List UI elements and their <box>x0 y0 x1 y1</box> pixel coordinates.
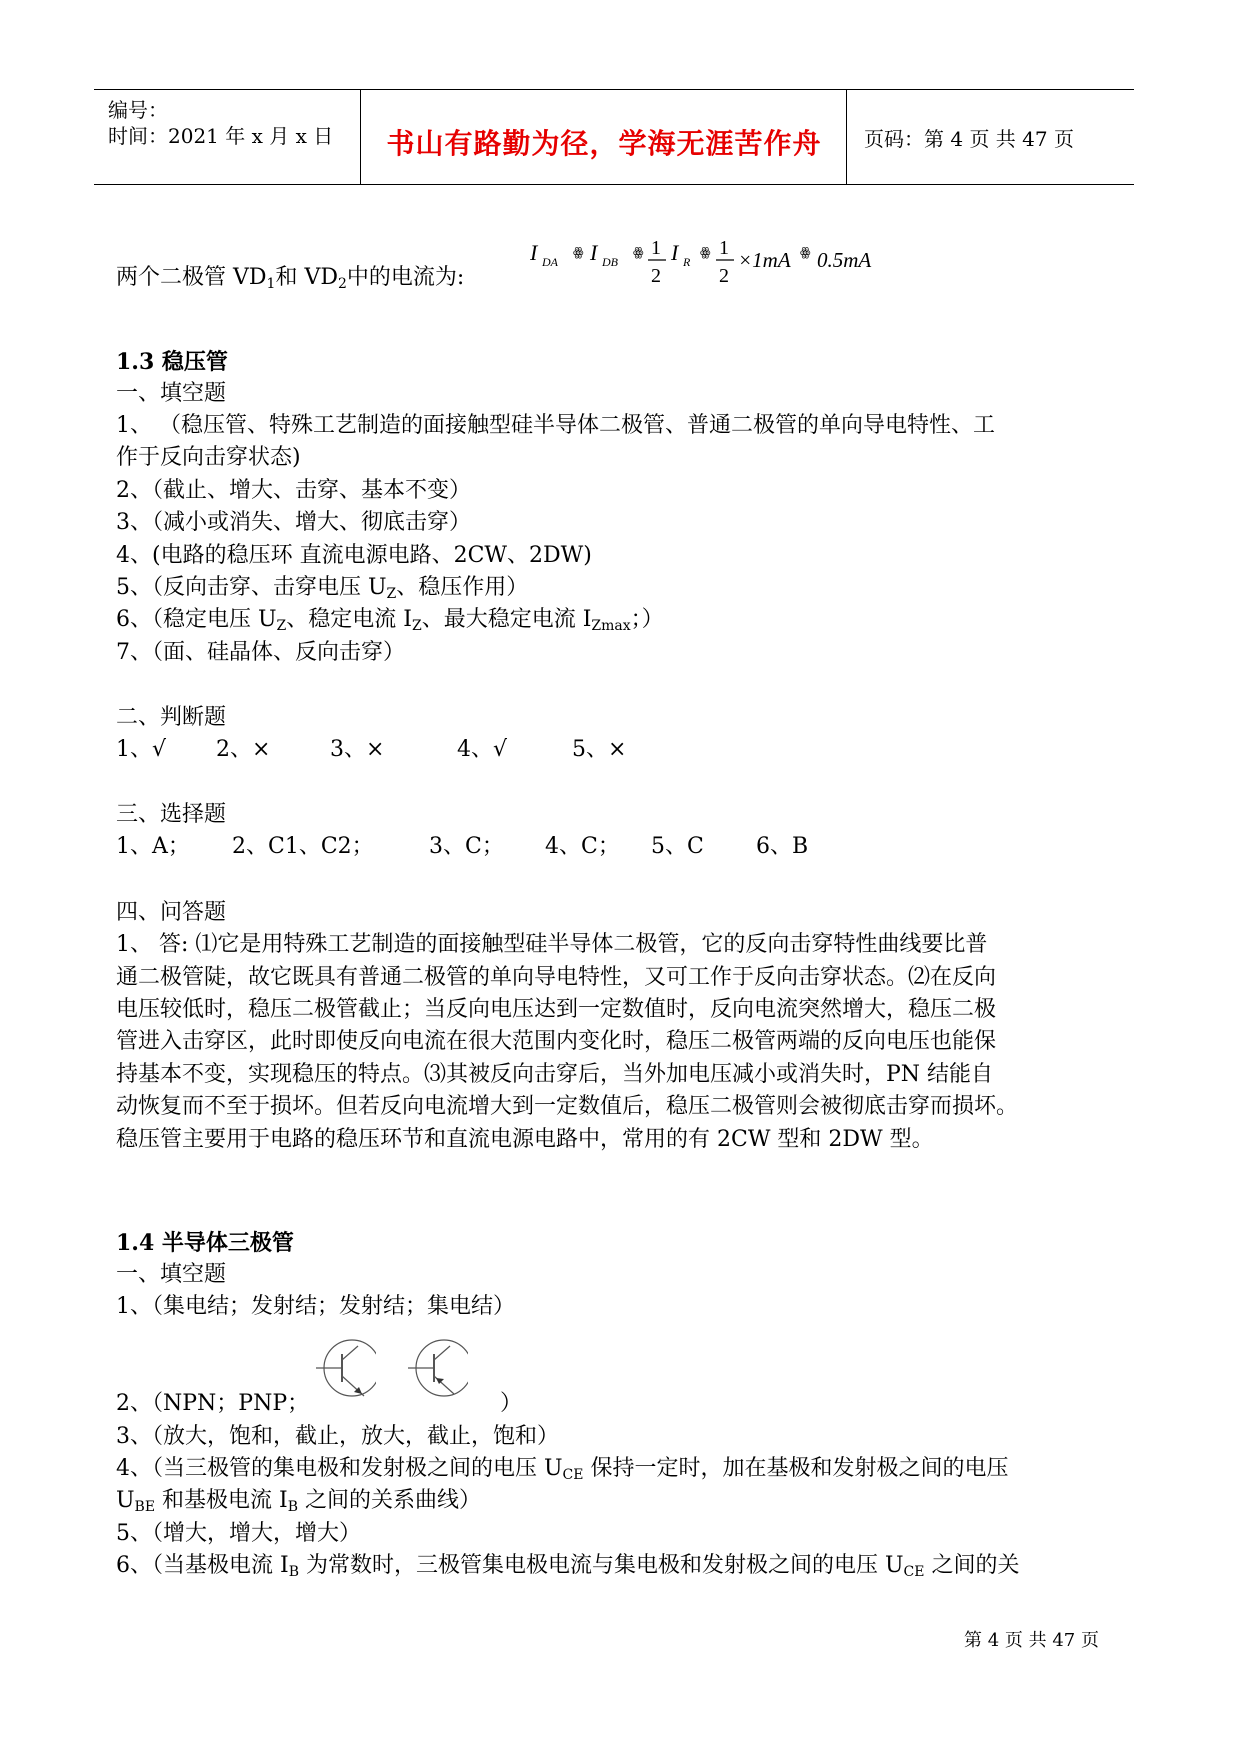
header-divider <box>360 90 361 184</box>
fill-item: 4、（当三极管的集电极和发射极之间的电压 $U_{CE}$ 保持一定时，加在基极和发射极之间的电压 <box>116 1456 1009 1483</box>
formula-den: 2 <box>719 265 729 287</box>
qa-line: 动恢复而不至于损坏。但若反向电流增大到一定数值后，稳压二极管则会被彻底击穿而损坏。 <box>116 1094 1019 1119</box>
choice-answer: 5、C <box>651 834 704 859</box>
fill-item: 作于反向击穿状态) <box>116 445 301 470</box>
qa-line: 1、 答: ⑴它是用特殊工艺制造的面接触型硅半导体二极管，它的反向击穿特性曲线要比普 <box>116 932 988 957</box>
fill-item: 7、（面、硅晶体、反向击穿） <box>116 640 405 665</box>
fill-item: 3、（减小或消失、增大、彻底击穿） <box>116 510 471 535</box>
qa-line: 稳压管主要用于电路的稳压环节和直流电源电路中，常用的有 2CW 型和 2DW 型。 <box>116 1127 934 1152</box>
section-title: 1.4 半导体三极管 <box>116 1230 294 1256</box>
formula-result: 0.5mA <box>817 248 872 272</box>
choice-answer: 3、C； <box>429 834 504 859</box>
qa-line: 通二极管陡，故它既具有普通二极管的单向导电特性，又可工作于反向击穿状态。⑵在反向 <box>116 965 997 990</box>
serial-label: 编号： <box>108 98 168 122</box>
judge-answer: 4、√ <box>457 737 508 762</box>
judge-answer: 5、× <box>572 737 627 762</box>
formula-sub-db: DB <box>602 255 618 269</box>
fill-item: 5、（增大，增大，增大） <box>116 1521 361 1546</box>
choice-answer: 4、C； <box>545 834 620 859</box>
fill-item: 3、（放大，饱和，截止，放大，截止，饱和） <box>116 1424 559 1449</box>
qa-line: 电压较低时，稳压二极管截止；当反向电压达到一定数值时，反向电流突然增大，稳压二极 <box>116 997 997 1022</box>
fill-item: $U_{BE}$ 和基极电流 $I_B$ 之间的关系曲线） <box>116 1488 482 1515</box>
fill-item: 5、（反向击穿、击穿电压 $U_Z$、稳压作用） <box>116 575 529 602</box>
section-heading: 二、判断题 <box>116 705 227 730</box>
date-label: 时间：2021 年 x 月 x 日 <box>108 124 334 148</box>
section-title: 1.3 稳压管 <box>116 349 228 375</box>
formula-sub-da: DA <box>542 255 558 269</box>
fill-item: 4、(电路的稳压环 直流电源电路、2CW、2DW) <box>116 543 592 568</box>
header-page-label: 页码：第 4 页 共 47 页 <box>864 127 1074 151</box>
formula-symbol: ꙮ <box>633 245 644 259</box>
formula-i-r: I <box>671 240 679 265</box>
current-formula <box>530 238 910 288</box>
fill-item: 6、（当基极电流 $I_B$ 为常数时，三极管集电极电流与集电极和发射极之间的电压 $U_{CE}$ 之间的关 <box>116 1553 1020 1580</box>
qa-line: 管进入击穿区，此时即使反向电流在很大范围内变化时，稳压二极管两端的反向电压也能保 <box>116 1029 997 1054</box>
formula-intro: 两个二极管 $VD_1$和 $VD_2$中的电流为: <box>116 265 465 292</box>
formula-symbol: ꙮ <box>700 245 711 259</box>
judge-answer: 3、× <box>330 737 385 762</box>
choice-answer: 1、A； <box>116 834 190 859</box>
formula-num: 1 <box>719 238 729 259</box>
qa-line: 持基本不变，实现稳压的特点。⑶其被反向击穿后，当外加电压减小或消失时，PN 结能自 <box>116 1062 994 1087</box>
formula-i-da: I <box>530 240 538 265</box>
choice-answer: 6、B <box>756 834 809 859</box>
fill-item: 1、（集电结；发射结；发射结；集电结） <box>116 1294 515 1319</box>
fill-item: 2、（截止、增大、击穿、基本不变） <box>116 478 471 503</box>
formula-times: ×1mA <box>738 248 791 272</box>
formula-symbol: ꙮ <box>573 245 584 259</box>
header-divider <box>846 90 847 184</box>
section-heading: 一、填空题 <box>116 381 227 406</box>
page-footer: 第 4 页 共 47 页 <box>964 1630 1099 1651</box>
fill-item: 1、 （稳压管、特殊工艺制造的面接触型硅半导体二极管、普通二极管的单向导电特性、工 <box>116 413 995 438</box>
page-header <box>94 89 1134 185</box>
fill-item: 2、（NPN；PNP； <box>116 1391 310 1416</box>
formula-symbol: ꙮ <box>800 245 811 259</box>
formula-den: 2 <box>651 265 661 287</box>
formula-i-db: I <box>590 240 598 265</box>
fill-item-close: ） <box>500 1391 523 1416</box>
header-motto: 书山有路勤为径，学海无涯苦作舟 <box>386 127 822 160</box>
section-heading: 一、填空题 <box>116 1262 227 1287</box>
section-heading: 四、问答题 <box>116 900 227 925</box>
formula-num: 1 <box>651 238 661 259</box>
formula-sub-r: R <box>683 255 691 269</box>
npn-transistor-icon <box>316 1336 376 1406</box>
section-heading: 三、选择题 <box>116 802 227 827</box>
judge-answer: 1、√ <box>116 737 167 762</box>
fill-item: 6、（稳定电压 $U_Z$、稳定电流 $I_Z$、最大稳定电流 $I_{Zmax}$；） <box>116 607 664 634</box>
choice-answer: 2、C1、C2； <box>232 834 374 859</box>
judge-answer: 2、× <box>216 737 271 762</box>
pnp-transistor-icon <box>408 1336 468 1406</box>
